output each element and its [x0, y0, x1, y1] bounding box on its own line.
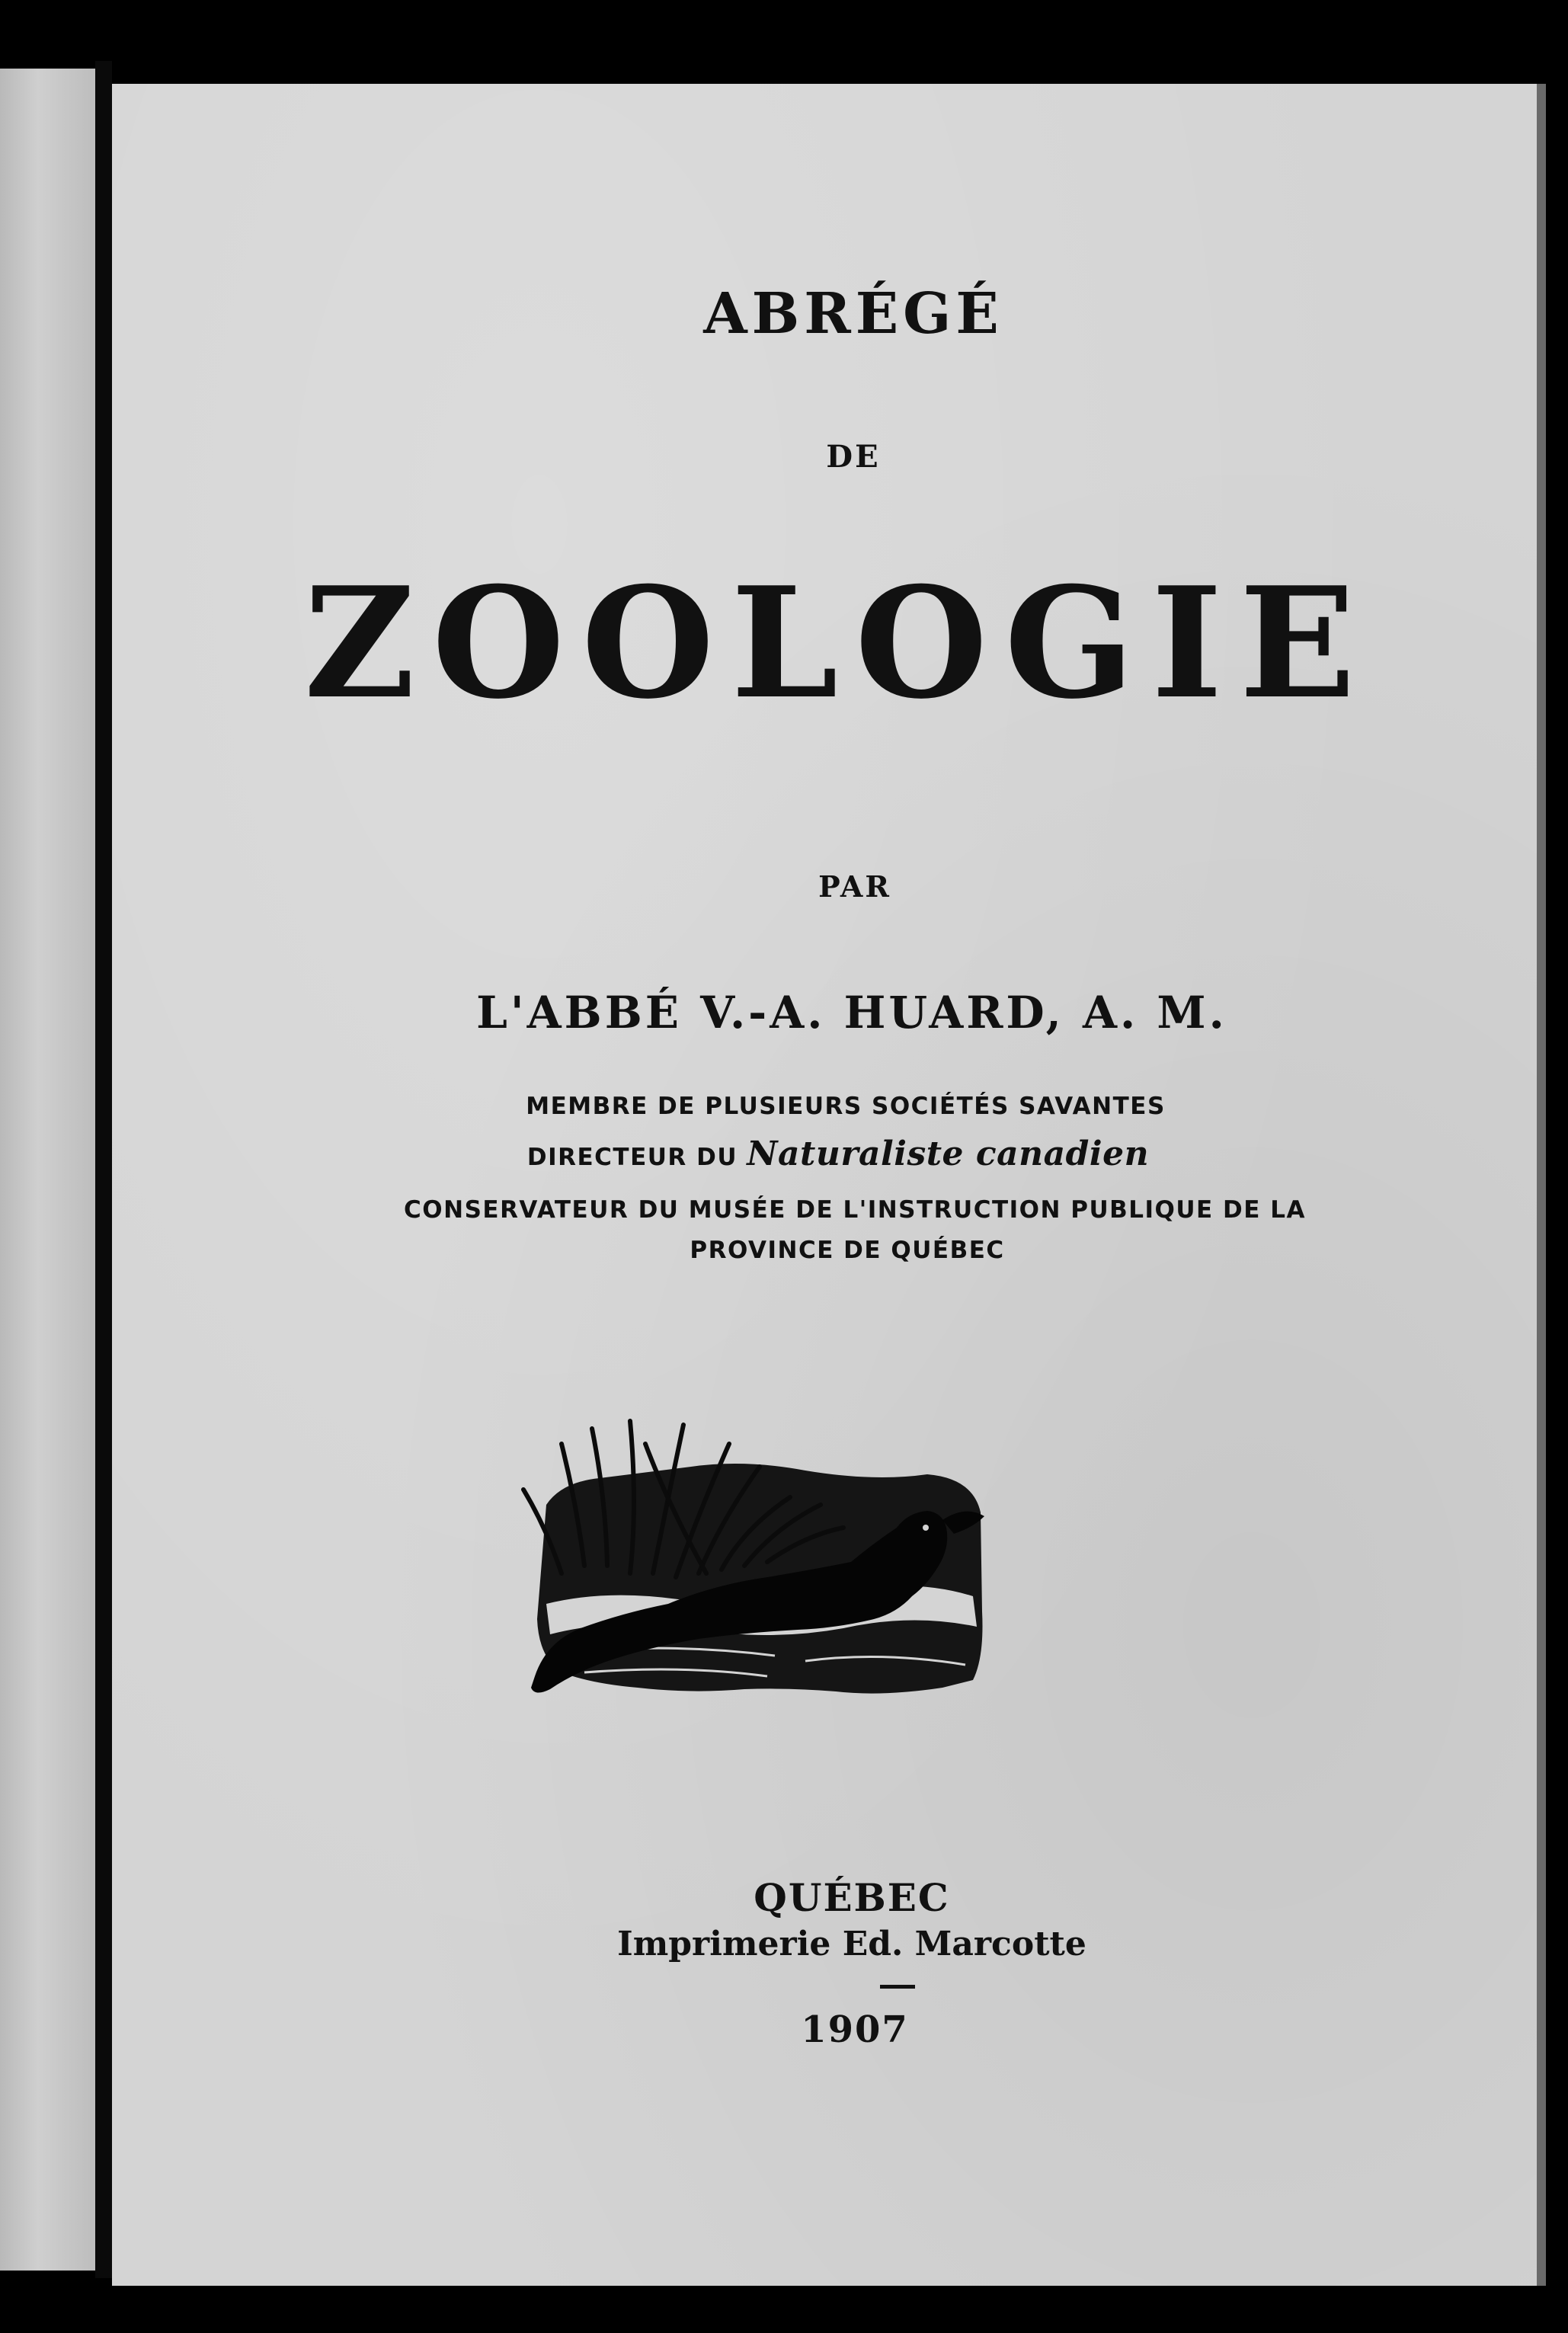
otter-woodcut-icon	[516, 1413, 988, 1703]
credential-prefix: DIRECTEUR DU	[526, 1144, 738, 1171]
imprint-year: 1907	[801, 2008, 909, 2051]
spine-edge	[95, 61, 112, 2278]
imprint-printer: Imprimerie Ed. Marcotte	[617, 1925, 1086, 1963]
imprint-place: QUÉBEC	[754, 1875, 950, 1920]
book-spine-strip	[0, 69, 95, 2271]
author-name: L'ABBÉ V.-A. HUARD, A. M.	[476, 987, 1227, 1038]
credential-line-3: CONSERVATEUR DU MUSÉE DE L'INSTRUCTION PUBLIQUE DE LA	[404, 1196, 1306, 1224]
credential-line-1: MEMBRE DE PLUSIEURS SOCIÉTÉS SAVANTES	[526, 1093, 1166, 1120]
credential-line-2	[126, 1134, 1550, 1173]
by-label: PAR	[818, 869, 891, 904]
imprint-rule	[880, 1985, 915, 1989]
page-right-edge	[1537, 84, 1546, 2286]
title-line-de: DE	[826, 439, 881, 475]
title-line-abrege: ABRÉGÉ	[703, 281, 1003, 347]
journal-title: Naturaliste canadien	[747, 1134, 1150, 1173]
credential-line-4: PROVINCE DE QUÉBEC	[690, 1237, 1005, 1264]
title-line-zoologie: ZOOLOGIE	[303, 554, 1373, 733]
title-page	[112, 84, 1537, 2286]
